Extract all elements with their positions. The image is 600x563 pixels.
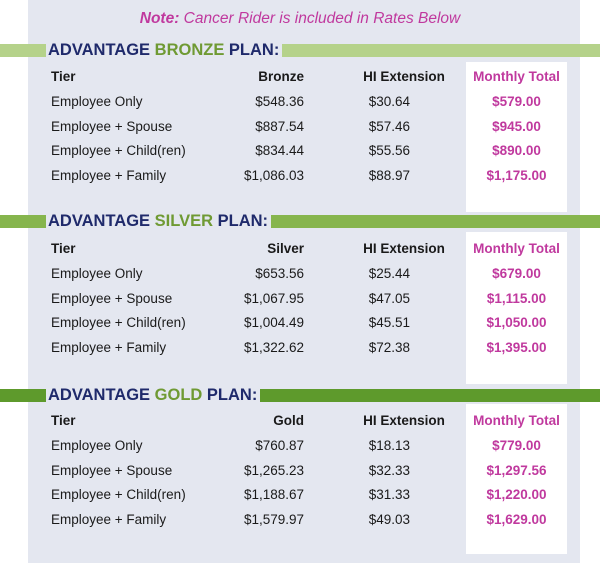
bronze-title-prefix: ADVANTAGE bbox=[48, 41, 151, 59]
tier-cell: Employee + Child(ren) bbox=[51, 487, 186, 502]
tier-cell: Employee + Child(ren) bbox=[51, 315, 186, 330]
total-cell: $1,629.00 bbox=[486, 512, 547, 527]
tier-header: Tier bbox=[51, 241, 76, 256]
total-cell: $579.00 bbox=[492, 94, 541, 109]
base-cell: $834.44 bbox=[255, 143, 304, 158]
table-row bbox=[0, 118, 600, 142]
gold-title-prefix: ADVANTAGE bbox=[48, 386, 151, 404]
base-cell: $1,188.67 bbox=[243, 487, 304, 502]
hi-cell: $72.38 bbox=[368, 340, 410, 355]
monthly-total-header: Monthly Total bbox=[473, 69, 560, 84]
tier-cell: Employee + Spouse bbox=[51, 463, 173, 478]
monthly-total-header: Monthly Total bbox=[473, 241, 560, 256]
base-cell: $1,004.49 bbox=[243, 315, 304, 330]
table-row bbox=[0, 142, 600, 166]
table-row bbox=[0, 437, 600, 461]
hi-extension-header: HI Extension bbox=[363, 241, 445, 256]
table-row bbox=[0, 265, 600, 289]
hi-cell: $47.05 bbox=[368, 291, 410, 306]
hi-cell: $55.56 bbox=[368, 143, 410, 158]
base-cell: $1,265.23 bbox=[243, 463, 304, 478]
base-cell: $548.36 bbox=[255, 94, 304, 109]
tier-cell: Employee + Family bbox=[51, 340, 167, 355]
tier-cell: Employee + Family bbox=[51, 512, 167, 527]
hi-cell: $88.97 bbox=[368, 168, 410, 183]
base-cell: $1,086.03 bbox=[243, 168, 304, 183]
gold-plan-title bbox=[46, 386, 260, 404]
gold-header-row bbox=[0, 412, 600, 436]
hi-cell: $32.33 bbox=[368, 463, 410, 478]
hi-extension-header: HI Extension bbox=[363, 413, 445, 428]
base-cell: $1,579.97 bbox=[243, 512, 304, 527]
hi-cell: $31.33 bbox=[368, 487, 410, 502]
total-cell: $1,395.00 bbox=[486, 340, 547, 355]
silver-title-metal: SILVER bbox=[154, 212, 214, 230]
bronze-plan-title bbox=[46, 41, 282, 59]
total-cell: $679.00 bbox=[492, 266, 541, 281]
total-cell: $1,297.56 bbox=[486, 463, 547, 478]
note-text: Cancer Rider is included in Rates Below bbox=[183, 10, 461, 27]
hi-cell: $30.64 bbox=[368, 94, 410, 109]
base-cell: $1,322.62 bbox=[243, 340, 304, 355]
cancer-rider-note bbox=[0, 10, 600, 28]
table-row bbox=[0, 511, 600, 535]
table-row bbox=[0, 314, 600, 338]
base-cell: $1,067.95 bbox=[243, 291, 304, 306]
total-cell: $1,175.00 bbox=[486, 168, 547, 183]
tier-cell: Employee Only bbox=[51, 266, 143, 281]
hi-extension-header: HI Extension bbox=[363, 69, 445, 84]
gold-title-metal: GOLD bbox=[154, 386, 203, 404]
hi-cell: $49.03 bbox=[368, 512, 410, 527]
tier-cell: Employee + Child(ren) bbox=[51, 143, 186, 158]
bronze-header-row bbox=[0, 68, 600, 92]
total-cell: $1,115.00 bbox=[486, 291, 547, 306]
base-cell: $887.54 bbox=[255, 119, 304, 134]
hi-cell: $57.46 bbox=[368, 119, 410, 134]
total-cell: $1,220.00 bbox=[486, 487, 547, 502]
silver-header-row bbox=[0, 240, 600, 264]
tier-cell: Employee + Spouse bbox=[51, 119, 173, 134]
bronze-title-metal: BRONZE bbox=[154, 41, 225, 59]
bronze-header: Bronze bbox=[258, 69, 304, 84]
tier-header: Tier bbox=[51, 69, 76, 84]
table-row bbox=[0, 462, 600, 486]
bronze-title-suffix: PLAN: bbox=[228, 41, 280, 59]
gold-header: Gold bbox=[273, 413, 304, 428]
table-row bbox=[0, 339, 600, 363]
gold-title-suffix: PLAN: bbox=[206, 386, 258, 404]
table-row bbox=[0, 290, 600, 314]
tier-header: Tier bbox=[51, 413, 76, 428]
base-cell: $760.87 bbox=[255, 438, 304, 453]
total-cell: $890.00 bbox=[492, 143, 541, 158]
base-cell: $653.56 bbox=[255, 266, 304, 281]
hi-cell: $25.44 bbox=[368, 266, 410, 281]
table-row bbox=[0, 486, 600, 510]
table-row bbox=[0, 167, 600, 191]
tier-cell: Employee Only bbox=[51, 94, 143, 109]
total-cell: $1,050.00 bbox=[486, 315, 547, 330]
table-row bbox=[0, 93, 600, 117]
hi-cell: $45.51 bbox=[368, 315, 410, 330]
silver-title-suffix: PLAN: bbox=[217, 212, 269, 230]
note-label: Note: bbox=[139, 10, 180, 27]
silver-title-prefix: ADVANTAGE bbox=[48, 212, 151, 230]
monthly-total-header: Monthly Total bbox=[473, 413, 560, 428]
silver-header: Silver bbox=[267, 241, 304, 256]
total-cell: $779.00 bbox=[492, 438, 541, 453]
hi-cell: $18.13 bbox=[368, 438, 410, 453]
silver-plan-title bbox=[46, 212, 271, 230]
tier-cell: Employee + Spouse bbox=[51, 291, 173, 306]
total-cell: $945.00 bbox=[492, 119, 541, 134]
tier-cell: Employee + Family bbox=[51, 168, 167, 183]
tier-cell: Employee Only bbox=[51, 438, 143, 453]
